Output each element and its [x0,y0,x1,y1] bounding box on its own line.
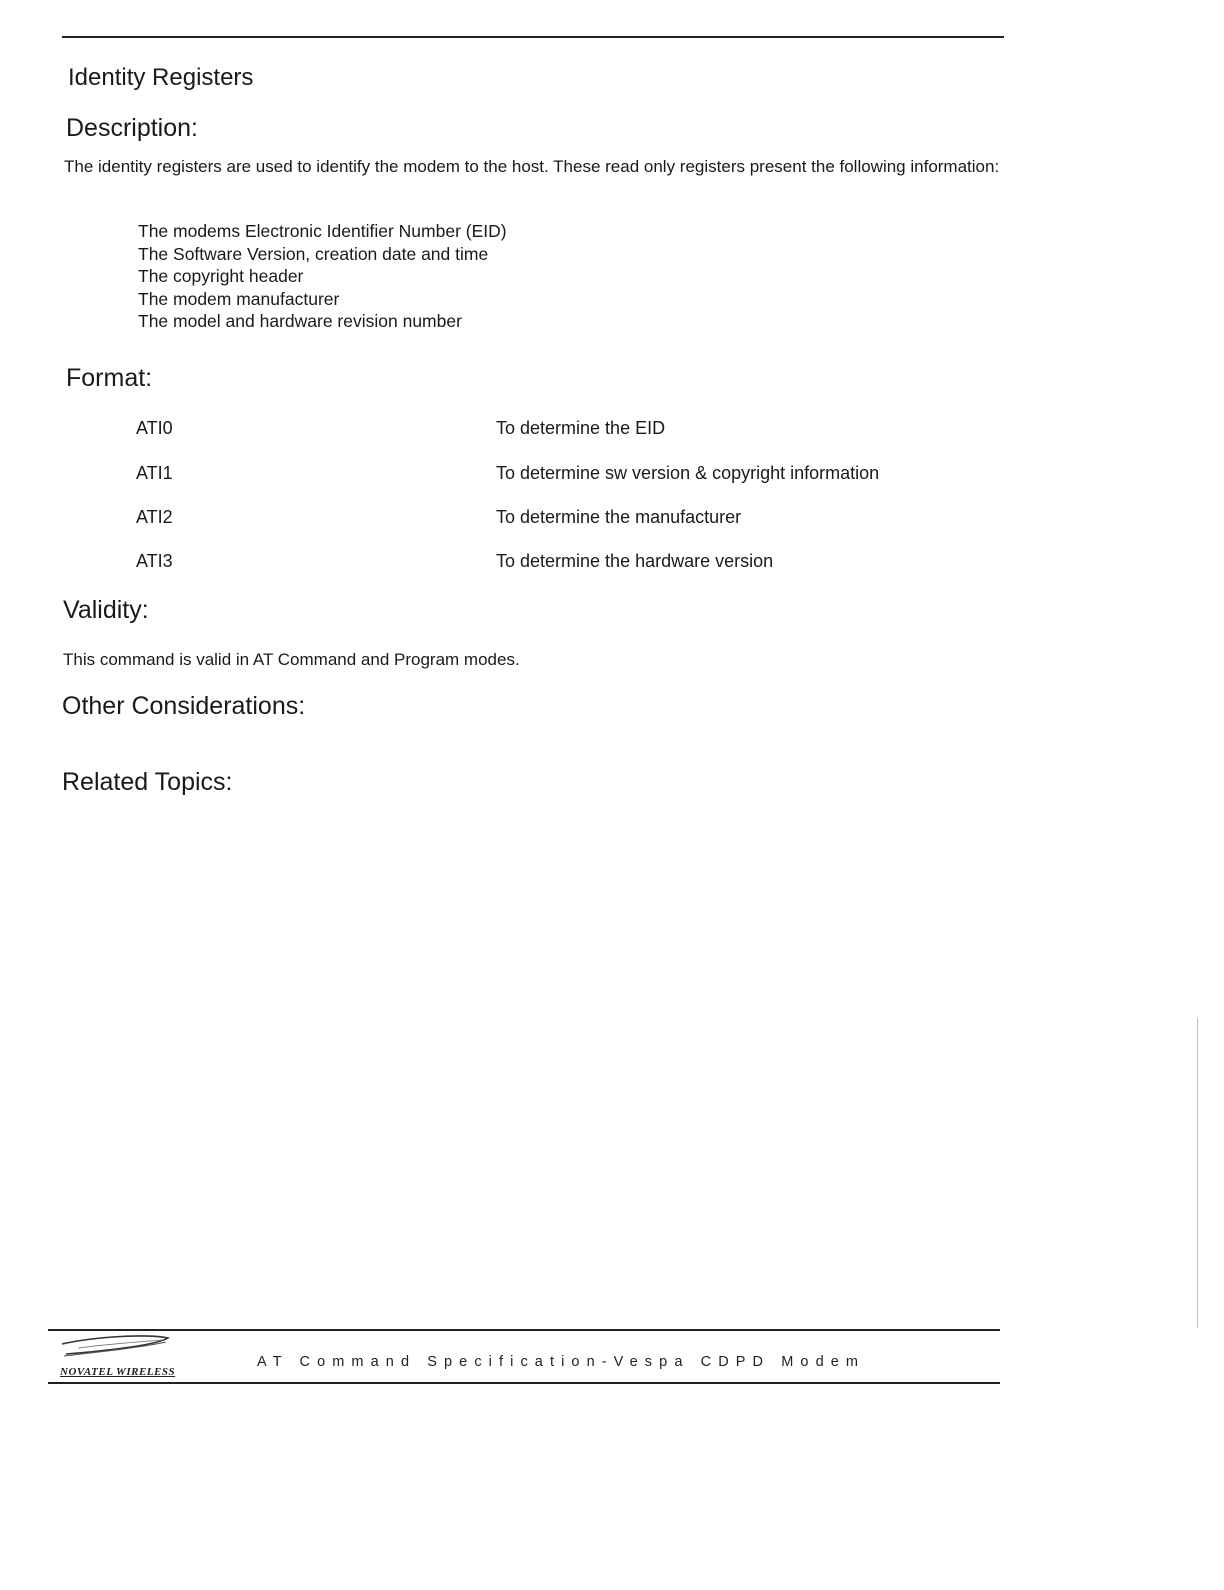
top-rule [62,36,1004,38]
swoosh-icon [58,1334,178,1364]
related-topics-heading: Related Topics: [62,768,233,796]
list-item: The copyright header [138,266,304,286]
footer-bottom-rule [48,1382,1000,1384]
format-heading: Format: [66,364,153,392]
list-item: The Software Version, creation date and time [138,243,489,264]
format-description: To determine the hardware version [496,551,774,571]
scan-edge-line [1197,1018,1198,1328]
format-row [0,507,1000,531]
validity-body: This command is valid in AT Command and Program modes. [63,650,520,669]
format-row [0,463,1000,487]
format-description: To determine the EID [496,418,666,438]
format-command: ATI0 [136,418,173,438]
logo-wordmark: NOVATEL WIRELESS [60,1366,176,1378]
format-command: ATI3 [136,551,173,571]
information-list [138,220,507,333]
novatel-logo [58,1334,178,1380]
other-considerations-heading: Other Considerations: [62,692,306,720]
footer-top-rule [48,1329,1000,1331]
validity-heading: Validity: [63,596,149,624]
description-body: The identity registers are used to identify the modem to the host. These read only registers present the following information: [64,157,1000,176]
list-item: The modems Electronic Identifier Number (EID) [138,221,507,241]
format-description: To determine sw version & copyright information [496,463,880,483]
format-command: ATI1 [136,463,173,483]
format-row [0,418,1000,442]
format-command: ATI2 [136,507,173,527]
description-heading: Description: [66,114,198,142]
footer-text: AT Command Specification-Vespa CDPD Modem [257,1354,866,1370]
list-item: The model and hardware revision number [138,311,462,331]
list-item: The modem manufacturer [138,288,340,309]
format-description: To determine the manufacturer [496,507,742,527]
section-title: Identity Registers [68,64,254,91]
format-row [0,551,1000,575]
